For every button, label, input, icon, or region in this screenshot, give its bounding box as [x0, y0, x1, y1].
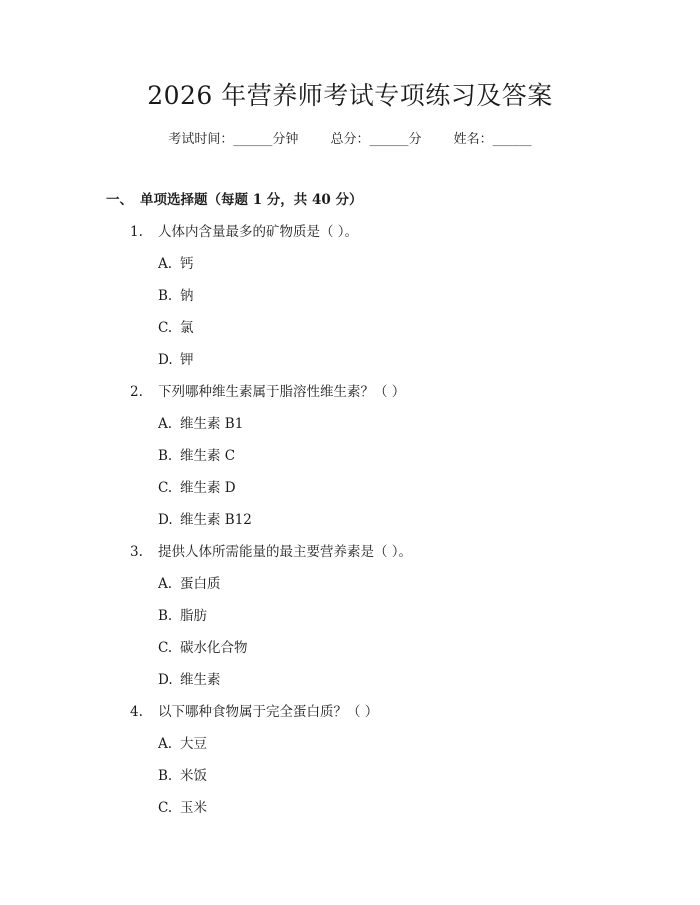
option — [158, 318, 194, 338]
total-score — [330, 130, 421, 150]
option-text: 玉米 — [180, 800, 207, 816]
question-text: 下列哪种维生素属于脂溶性维生素？（ ） — [158, 384, 406, 400]
option — [158, 638, 248, 658]
option-text: 钾 — [180, 352, 194, 368]
option — [158, 606, 207, 626]
question-3 — [130, 542, 412, 562]
exam-time — [168, 130, 298, 150]
total-score-label: 总分： — [330, 132, 370, 147]
option-letter: B. — [158, 288, 173, 304]
section-title: 单项选择题（每题 1 分，共 40 分） — [140, 192, 363, 208]
option — [158, 254, 194, 274]
student-name-blank: ______ — [492, 132, 532, 147]
option-text: 维生素 D — [180, 480, 236, 496]
total-score-blank: ______ — [369, 132, 409, 147]
option — [158, 734, 207, 754]
option — [158, 798, 207, 818]
option-text: 维生素 B12 — [180, 512, 252, 528]
question-number: 4. — [130, 704, 143, 720]
option-letter: A. — [158, 736, 173, 752]
option-letter: B. — [158, 768, 173, 784]
option-text: 钙 — [180, 256, 194, 272]
question-1 — [130, 222, 358, 242]
question-text: 提供人体所需能量的最主要营养素是（ ）。 — [158, 544, 413, 560]
option-letter: A. — [158, 416, 173, 432]
option — [158, 478, 236, 498]
option-letter: D. — [158, 672, 173, 688]
option-letter: A. — [158, 256, 173, 272]
question-number: 2. — [130, 384, 143, 400]
option-letter: D. — [158, 352, 173, 368]
student-name — [454, 130, 532, 150]
option-text: 氯 — [180, 320, 194, 336]
option-text: 脂肪 — [180, 608, 207, 624]
option-letter: C. — [158, 640, 173, 656]
option-letter: D. — [158, 512, 173, 528]
page-title: 2026 年营养师考试专项练习及答案 — [147, 81, 553, 110]
student-name-label: 姓名： — [453, 132, 493, 147]
question-2 — [130, 382, 405, 402]
question-number: 1. — [130, 224, 143, 240]
option-text: 维生素 B1 — [180, 416, 244, 432]
option-text: 维生素 — [180, 672, 221, 688]
exam-time-label: 考试时间： — [168, 132, 234, 147]
section-heading — [106, 190, 362, 210]
option-letter: C. — [158, 800, 173, 816]
option — [158, 574, 221, 594]
section-number: 一、 — [106, 192, 133, 208]
option — [158, 510, 252, 530]
option-letter: A. — [158, 576, 173, 592]
option — [158, 286, 194, 306]
exam-meta — [0, 130, 700, 150]
option-letter: B. — [158, 608, 173, 624]
question-text: 以下哪种食物属于完全蛋白质？（ ） — [158, 704, 379, 720]
option — [158, 446, 235, 466]
option-text: 维生素 C — [180, 448, 236, 464]
option-text: 大豆 — [180, 736, 207, 752]
question-text: 人体内含量最多的矿物质是（ ）。 — [158, 224, 359, 240]
option-text: 钠 — [180, 288, 194, 304]
option-text: 米饭 — [180, 768, 207, 784]
option-letter: B. — [158, 448, 173, 464]
option — [158, 414, 243, 434]
question-number: 3. — [130, 544, 143, 560]
option — [158, 670, 221, 690]
option — [158, 766, 207, 786]
option-letter: C. — [158, 320, 173, 336]
option-letter: C. — [158, 480, 173, 496]
option-text: 蛋白质 — [180, 576, 221, 592]
option — [158, 350, 194, 370]
exam-time-blank: ______ — [233, 132, 273, 147]
option-text: 碳水化合物 — [180, 640, 248, 656]
exam-time-unit: 分钟 — [272, 132, 299, 147]
total-score-unit: 分 — [408, 132, 422, 147]
question-4 — [130, 702, 378, 722]
